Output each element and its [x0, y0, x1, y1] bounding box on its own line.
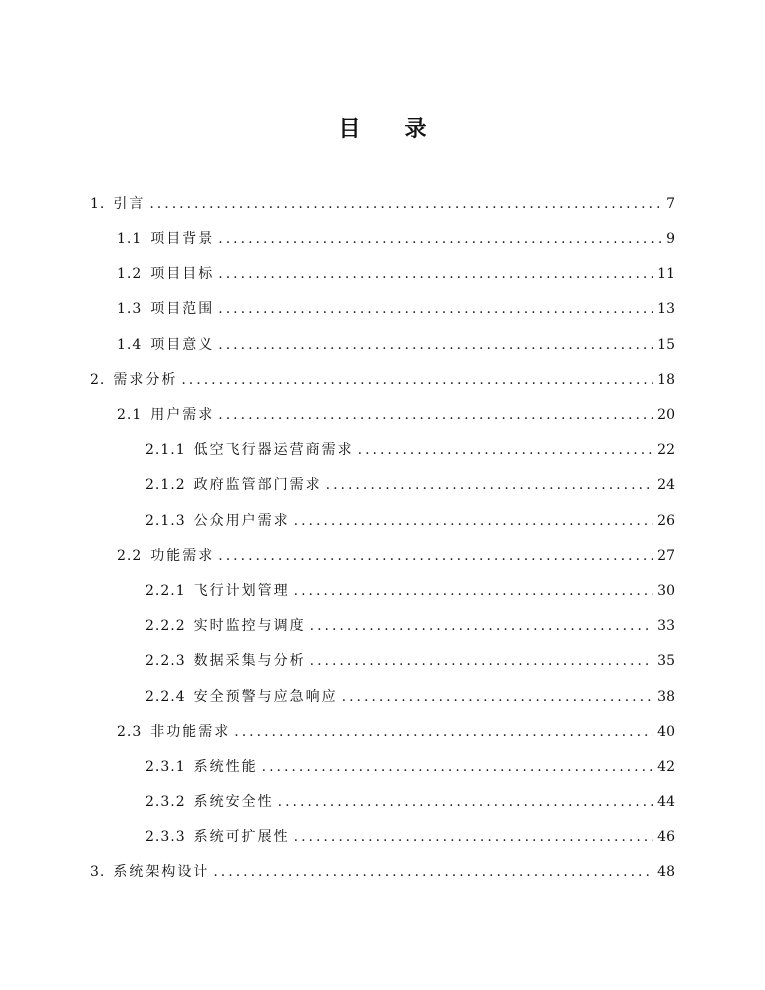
toc-leader-dots — [294, 579, 654, 603]
toc-entry-page: 35 — [657, 653, 675, 669]
toc-entry-number: 3. — [90, 864, 106, 880]
toc-entry[interactable] — [117, 227, 675, 251]
toc-entry-number: 2.2.3 — [145, 653, 186, 669]
toc-entry-title: 数据采集与分析 — [193, 653, 306, 669]
toc-entry-title: 公众用户需求 — [193, 513, 290, 529]
toc-entry-number: 2.2.1 — [145, 583, 186, 599]
toc-entry[interactable] — [90, 860, 675, 884]
toc-entry-page: 26 — [657, 513, 675, 529]
toc-leader-dots — [149, 192, 662, 216]
toc-entry-number: 2.3.1 — [145, 759, 186, 775]
toc-entry-page: 15 — [657, 337, 675, 353]
toc-entry-page: 27 — [657, 548, 675, 564]
toc-leader-dots — [262, 755, 654, 779]
toc-entry-number: 2.3 — [117, 724, 143, 740]
toc-leader-dots — [181, 368, 653, 392]
toc-entry[interactable] — [117, 333, 675, 357]
toc-leader-dots — [218, 227, 662, 251]
toc-entry[interactable] — [145, 614, 675, 638]
toc-entry-page: 46 — [657, 829, 675, 845]
toc-entry-number: 2.3.3 — [145, 829, 186, 845]
toc-leader-dots — [294, 825, 654, 849]
toc-entry[interactable] — [145, 438, 675, 462]
toc-leader-dots — [218, 544, 653, 568]
toc-entry-page: 7 — [666, 196, 675, 212]
toc-entry-number: 2.1.3 — [145, 513, 186, 529]
toc-entry[interactable] — [117, 403, 675, 427]
toc-entry-number: 2.2.4 — [145, 689, 186, 705]
toc-leader-dots — [342, 685, 654, 709]
toc-entry[interactable] — [145, 685, 675, 709]
toc-entry-title: 引言 — [113, 196, 146, 212]
toc-entry-title: 系统架构设计 — [113, 864, 210, 880]
toc-entry-number: 1.2 — [117, 266, 143, 282]
toc-entry-number: 1.1 — [117, 231, 143, 247]
toc-entry[interactable] — [145, 473, 675, 497]
toc-entry[interactable] — [145, 509, 675, 533]
toc-leader-dots — [310, 614, 654, 638]
toc-entry-title: 项目背景 — [150, 231, 215, 247]
toc-entry-number: 2.3.2 — [145, 794, 186, 810]
toc-entry-title: 非功能需求 — [150, 724, 231, 740]
toc-entry-title: 系统性能 — [193, 759, 258, 775]
toc-entry-title: 功能需求 — [150, 548, 215, 564]
toc-leader-dots — [213, 860, 653, 884]
toc-entry-page: 13 — [657, 301, 675, 317]
page-title: 目 录 — [338, 117, 427, 142]
toc-entry-number: 1. — [90, 196, 106, 212]
toc-entry-page: 18 — [657, 372, 675, 388]
toc-entry[interactable] — [145, 790, 675, 814]
toc-entry[interactable] — [145, 755, 675, 779]
toc-leader-dots — [278, 790, 654, 814]
toc-entry[interactable] — [90, 368, 675, 392]
toc-entry[interactable] — [145, 825, 675, 849]
toc-entry-page: 42 — [657, 759, 675, 775]
toc-entry-number: 2.1 — [117, 407, 143, 423]
toc-entry-page: 44 — [657, 794, 675, 810]
toc-entry-page: 48 — [657, 864, 675, 880]
toc-entry-number: 1.4 — [117, 337, 143, 353]
toc-entry-title: 安全预警与应急响应 — [193, 689, 338, 705]
toc-entry[interactable] — [145, 579, 675, 603]
toc-leader-dots — [358, 438, 654, 462]
toc-entry[interactable] — [90, 192, 675, 216]
toc-leader-dots — [294, 509, 654, 533]
toc-entry-page: 30 — [657, 583, 675, 599]
toc-entry-title: 需求分析 — [113, 372, 178, 388]
toc-entry-title: 系统可扩展性 — [193, 829, 290, 845]
toc-entry-page: 20 — [657, 407, 675, 423]
toc-entry-title: 实时监控与调度 — [193, 618, 306, 634]
toc-entry-title: 项目意义 — [150, 337, 215, 353]
toc-leader-dots — [218, 403, 653, 427]
toc-entry-number: 2.2.2 — [145, 618, 186, 634]
toc-leader-dots — [218, 297, 653, 321]
toc-entry-page: 33 — [657, 618, 675, 634]
toc-entry-number: 1.3 — [117, 301, 143, 317]
toc-entry[interactable] — [117, 297, 675, 321]
toc-leader-dots — [326, 473, 654, 497]
toc-entry-title: 项目目标 — [150, 266, 215, 282]
toc-entry-page: 40 — [657, 724, 675, 740]
toc-entry-page: 24 — [657, 477, 675, 493]
toc-entry-number: 2.2 — [117, 548, 143, 564]
toc-leader-dots — [234, 720, 653, 744]
toc-entry[interactable] — [145, 649, 675, 673]
toc-entry[interactable] — [117, 262, 675, 286]
toc-entry-title: 项目范围 — [150, 301, 215, 317]
toc-entry-number: 2. — [90, 372, 106, 388]
toc-leader-dots — [310, 649, 654, 673]
toc-entry[interactable] — [117, 720, 675, 744]
toc-entry-page: 11 — [657, 266, 675, 282]
toc-entry-number: 2.1.2 — [145, 477, 186, 493]
toc-entry-page: 38 — [657, 689, 675, 705]
toc-entry-number: 2.1.1 — [145, 442, 186, 458]
toc-entry-title: 用户需求 — [150, 407, 215, 423]
toc-entry-title: 低空飞行器运营商需求 — [193, 442, 354, 458]
toc-entry-page: 9 — [666, 231, 675, 247]
toc-entry-title: 政府监管部门需求 — [193, 477, 322, 493]
toc-entry-title: 系统安全性 — [193, 794, 274, 810]
toc-leader-dots — [218, 262, 653, 286]
toc-entry[interactable] — [117, 544, 675, 568]
toc-leader-dots — [218, 333, 653, 357]
toc-entry-title: 飞行计划管理 — [193, 583, 290, 599]
toc-entry-page: 22 — [657, 442, 675, 458]
